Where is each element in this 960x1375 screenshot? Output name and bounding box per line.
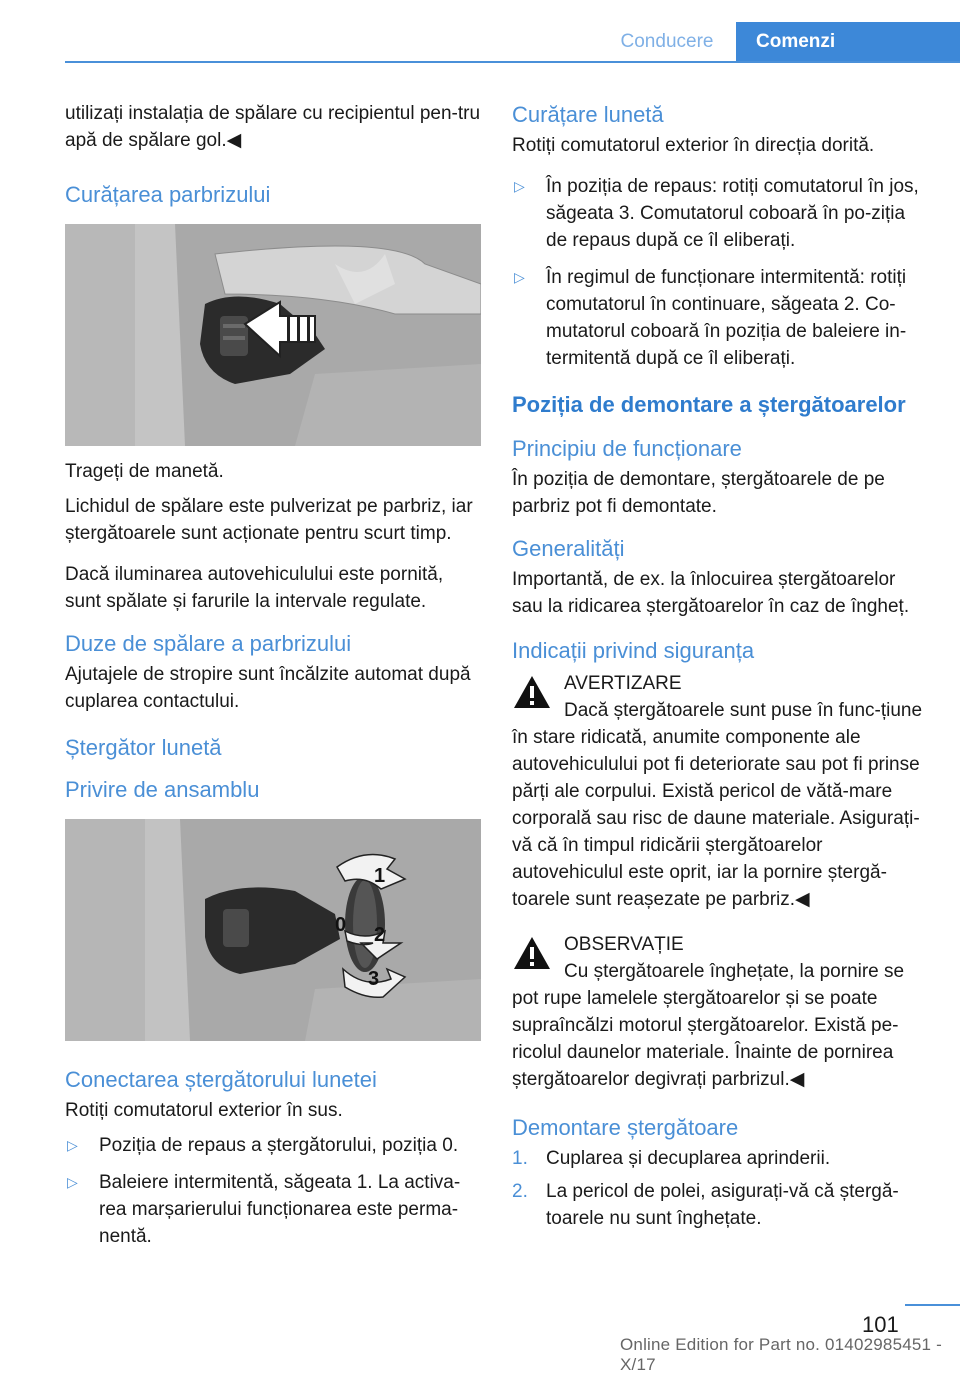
text-rotiti-directia: Rotiți comutatorul exterior în direcția dorită. [512, 135, 875, 156]
heading-generalitati: Generalități [512, 536, 625, 561]
intro-text: utilizați instalația de spălare cu recipientul pen-tru apă de spălare gol.◀ [65, 103, 481, 151]
text-lichid: Lichidul de spălare este pulverizat pe parbriz, iar ștergătoarele sunt acționate pentru scurt timp. [65, 496, 473, 544]
page-header [0, 22, 960, 62]
notice-box [512, 931, 930, 1093]
triangle-bullet-icon: ▷ [67, 1137, 78, 1153]
position-label-0: 0 [335, 914, 347, 936]
left-column [65, 100, 481, 1260]
notice-triangle-icon [512, 935, 552, 971]
heading-pozitia-demontare: Poziția de demontare a ștergătoarelor [512, 392, 906, 417]
figure-wiper-lever-pull [65, 224, 481, 446]
list-conectare [65, 1132, 481, 1250]
arrow-label-2: 2 [374, 924, 386, 946]
list-item: ▷ În poziția de repaus: rotiți comutatorul în jos, săgeata 3. Comutatorul coboară în po-ziția de repaus după ce îl eliberați. [512, 173, 930, 254]
list-curatare [512, 173, 930, 372]
text-trageti: Trageți de manetă. [65, 461, 224, 482]
header-rule [65, 61, 960, 63]
footer-rule [905, 1304, 960, 1306]
text-faruri: Dacă iluminarea autovehiculului este pornită, sunt spălate și farurile la intervale regulate. [65, 564, 444, 612]
text-pozitia-demontare: În poziția de demontare, ștergătoarele de pe parbriz pot fi demontate. [512, 469, 885, 517]
warning-body: Dacă ștergătoarele sunt puse în func-țiune în stare ridicată, anumite componente ale autovehiculului pot fi deteriorate sau pot fi prinse părți ale corpului. Există pericol de vătă-mare corporală sau risc de daune materiale. Asigurați-vă că în timpul ridicării ștergătoarelor autovehiculul este oprit, iar la pornire ștergă-toarele sunt reașezate pe parbriz.◀ [512, 700, 923, 910]
arrow-label-3: 3 [368, 968, 380, 990]
heading-curatarea-parbrizului: Curățarea parbrizului [65, 182, 271, 207]
heading-curatare-luneta: Curățare lunetă [512, 102, 664, 127]
page-number: 101 [862, 1312, 899, 1337]
heading-duze: Duze de spălare a parbrizului [65, 631, 352, 656]
triangle-bullet-icon: ▷ [67, 1174, 78, 1190]
step-item: 1. Cuplarea și decuplarea aprinderii. [512, 1148, 831, 1169]
warning-box [512, 670, 930, 913]
warning-triangle-icon [512, 674, 552, 710]
tab-comenzi[interactable]: Comenzi [736, 22, 960, 62]
text-importanta: Importantă, de ex. la înlocuirea ștergătoarelor sau la ridicarea ștergătoarelor în caz de îngheț. [512, 569, 910, 617]
text-rotiti-sus: Rotiți comutatorul exterior în sus. [65, 1100, 343, 1121]
warning-title: AVERTIZARE [564, 673, 682, 694]
text-ajutaje: Ajutajele de stropire sunt încălzite automat după cuplarea contactului. [65, 664, 471, 712]
triangle-bullet-icon: ▷ [514, 269, 525, 285]
list-item: ▷ Baleiere intermitentă, săgeata 1. La activa-rea marșarierului funcționarea este perma-nentă. [65, 1169, 481, 1250]
notice-title: OBSERVAȚIE [564, 934, 684, 955]
right-column [512, 100, 930, 1238]
list-item: ▷ Poziția de repaus a ștergătorului, poziția 0. [65, 1132, 481, 1159]
steps-list [512, 1145, 930, 1232]
notice-body: Cu ștergătoarele înghețate, la pornire se pot rupe lamelele ștergătoarelor și se poate supraîncălzi motorul ștergătoarelor. Există pe-ricolul daunelor materiale. Înainte de pornirea ștergătoarelor degivrați parbrizul.◀ [512, 961, 905, 1090]
step-item: 2. La pericol de polei, asigurați-vă că ștergă-toarele nu sunt înghețate. [512, 1181, 899, 1229]
footer-edition: Online Edition for Part no. 01402985451 - X/17 [620, 1335, 942, 1374]
arrow-label-1: 1 [374, 865, 386, 887]
heading-conectarea: Conectarea ștergătorului lunetei [65, 1067, 377, 1092]
tab-conducere[interactable]: Conducere [620, 31, 714, 52]
list-item: ▷ În regimul de funcționare intermitentă: rotiți comutatorul în continuare, săgeata 2. Co-mutatorul coboară în poziția de baleiere in-termitentă după ce îl eliberați. [512, 264, 930, 372]
figure-rear-wiper-switch [65, 819, 481, 1041]
heading-principiu: Principiu de funcționare [512, 436, 742, 461]
heading-privire-ansamblu: Privire de ansamblu [65, 777, 260, 802]
heading-demontare-stergatoare: Demontare ștergătoare [512, 1115, 739, 1140]
triangle-bullet-icon: ▷ [514, 178, 525, 194]
heading-stergator-luneta: Ștergător lunetă [65, 735, 222, 760]
heading-indicatii: Indicații privind siguranța [512, 638, 755, 663]
